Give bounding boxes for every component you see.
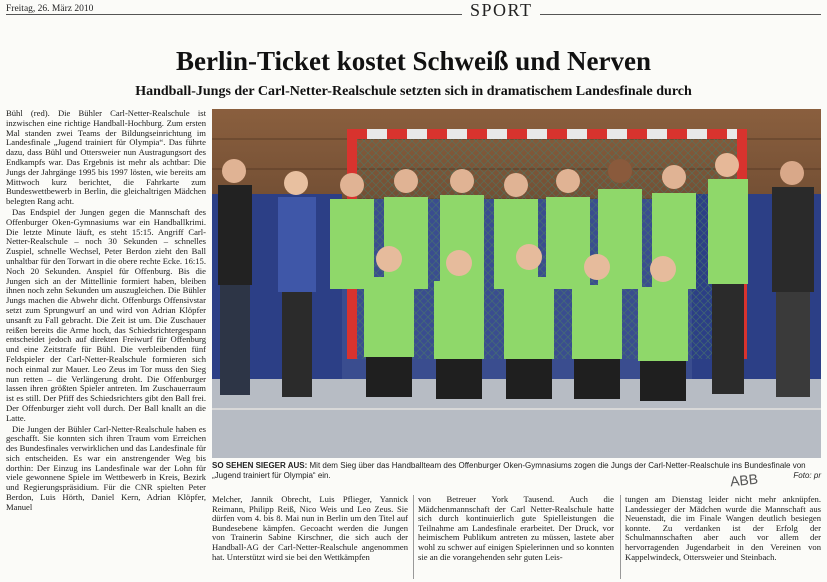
handwritten-initials: ABB bbox=[729, 470, 759, 490]
headline: Berlin-Ticket kostet Schweiß und Nerven bbox=[175, 46, 651, 76]
paragraph-1: Bühl (red). Die Bühler Carl-Netter-Realschule ist inzwischen eine richtige Handball-Hochburg. Zum ersten Mal standen zwei Teams der Bildungseinrichtung im Landesfinale „Jugend trainiert für Olympia“. Das führte dazu, dass Bühl und Ottersweier nun Austragungsort des Endkampfs war. Das Ergebnis ist mehr als achtbar: Die Jungs der Jahrgänge 1995 bis 1997 lösten, wie bereits am Mittwoch kurz berichtet, die Fahrkarte zum Bundeswettbewerb in Berlin, die gleichaltrigen Mädchen belegten Rang acht. bbox=[6, 109, 206, 207]
photo-credit: Foto: pr bbox=[793, 470, 821, 480]
subheadline: Handball-Jungs der Carl-Netter-Realschule setzten sich in dramatischem Landesfinale durch bbox=[135, 84, 692, 99]
team-photo-illustration bbox=[212, 109, 821, 458]
caption-text: Mit dem Sieg über das Handballteam des Offenburger Oken-Gymnasiums zogen die Jungs der Carl-Netter-Realschule ins Bundesfinale von „Jugend trainiert für Olympia“ ein. bbox=[212, 461, 806, 480]
column-divider bbox=[413, 495, 414, 579]
dateline: Freitag, 26. März 2010 bbox=[6, 4, 94, 14]
article-left-column bbox=[6, 109, 206, 579]
bottom-column-2: von Betreuer York Tausend. Auch die Mädchenmannschaft der Carl Netter-Realschule hatte sich durch kontinuierlich gute Spielleistungen die Teilnahme am Landesfinale erarbeitet. Der Druck, vor heimischem Publikum antreten zu müssen, lastete aber wohl zu schwer auf einigen Spielerinnen und so konnten sie an die vorangehenden sehr guten Leis- bbox=[418, 495, 614, 562]
paragraph-2: Das Endspiel der Jungen gegen die Mannschaft des Offenburger Oken-Gymnasiums war ein Handballkrimi. Die letzte Minute läuft, es steht 15:15. Angriff Carl-Netter-Realschule – noch 30 Sekunden – schnelles Zuspiel, schnelle Wechsel, Peter Berdon zieht den Ball unhaltbar für den Torwart in die obere rechte Ecke. 16:15. Noch 20 Sekunden. Anspiel für Offenburg. Bis die Jungen sich an der Mittellinie formiert haben, bleiben ihnen noch zehn Sekunden um auszugleichen. Die Bühler Jungs machen die Abwehr dicht. Offenburgs Offensivstar setzt zum Sprungwurf an und wird von Adrian Klöpfer unsanft zu Fall gebracht. Die Zeit ist um. Die Zuschauer reißen bereits die Arme hoch, das Schiedsrichtergespann entscheidet jedoch auf direkten Freiwurf für Offenburg und eine Zeitstrafe für Bühl. Die verbleibenden fünf Feldspieler der Carl-Netter-Realschule formieren sich noch einmal zur Mauer. Leo Zeus im Tor muss den Sieg nun retten – die Verlängerung droht. Die Offenburger lassen ihren größten Spieler antreten. Im Zuschauerraum ist es still. Der Pfiff des Schiedsrichters gibt den Ball frei. Der Offenburger zieht voll durch. Der Ball knallt an die Latte. bbox=[6, 206, 206, 423]
team-photo bbox=[212, 109, 821, 458]
column-divider bbox=[620, 495, 621, 579]
bottom-column-3: tungen am Dienstag leider nicht mehr anknüpfen. Landessieger der Mädchen wurde die Mannschaft aus Neuenstadt, die im Finale Wangen deutlich besiegen konnte. Zu verdanken ist der Erfolg der Schulmannschaften aber auch vor allem der hervorragenden Jugendarbeit in den Vereinen von Kappelwindeck, Ottersweier und Steinbach. bbox=[625, 495, 821, 562]
paragraph-3: Die Jungen der Bühler Carl-Netter-Realschule haben es geschafft. Sie konnten sich ihren Traum vom Erreichen des Bundesfinales verwirklichen und das Landesfinale für sich entscheiden. Es war ein anstrengender Weg bis dorthin: Der Einzug ins Landesfinale war der Lohn für viele gewonnene Spiele im Wettbewerb in Kreis, Bezirk und Regierungspräsidium. Für die CNR spielten Peter Berdon, Luis Hörth, Daniel Kern, Adrian Klöpfer, Manuel bbox=[6, 423, 206, 512]
bottom-column-1: Melcher, Jannik Obrecht, Luis Pflieger, Yannick Reimann, Philipp Reiß, Nico Weis und Leo Zeus. Sie dürfen vom 4. bis 8. Mai nun in Berlin um den Titel auf Bundesebene kämpfen. Gecoacht werden die Jungen von Trainerin Sabine Kirschner, die sich auch der Handball-AG der Carl-Netter-Realschule angenommen hat. Unterstützt wird sie bei den Wettkämpfen bbox=[212, 495, 408, 562]
header-rule bbox=[6, 14, 821, 15]
section-title: SPORT bbox=[462, 0, 540, 21]
caption-lead: SO SEHEN SIEGER AUS: bbox=[212, 461, 308, 470]
